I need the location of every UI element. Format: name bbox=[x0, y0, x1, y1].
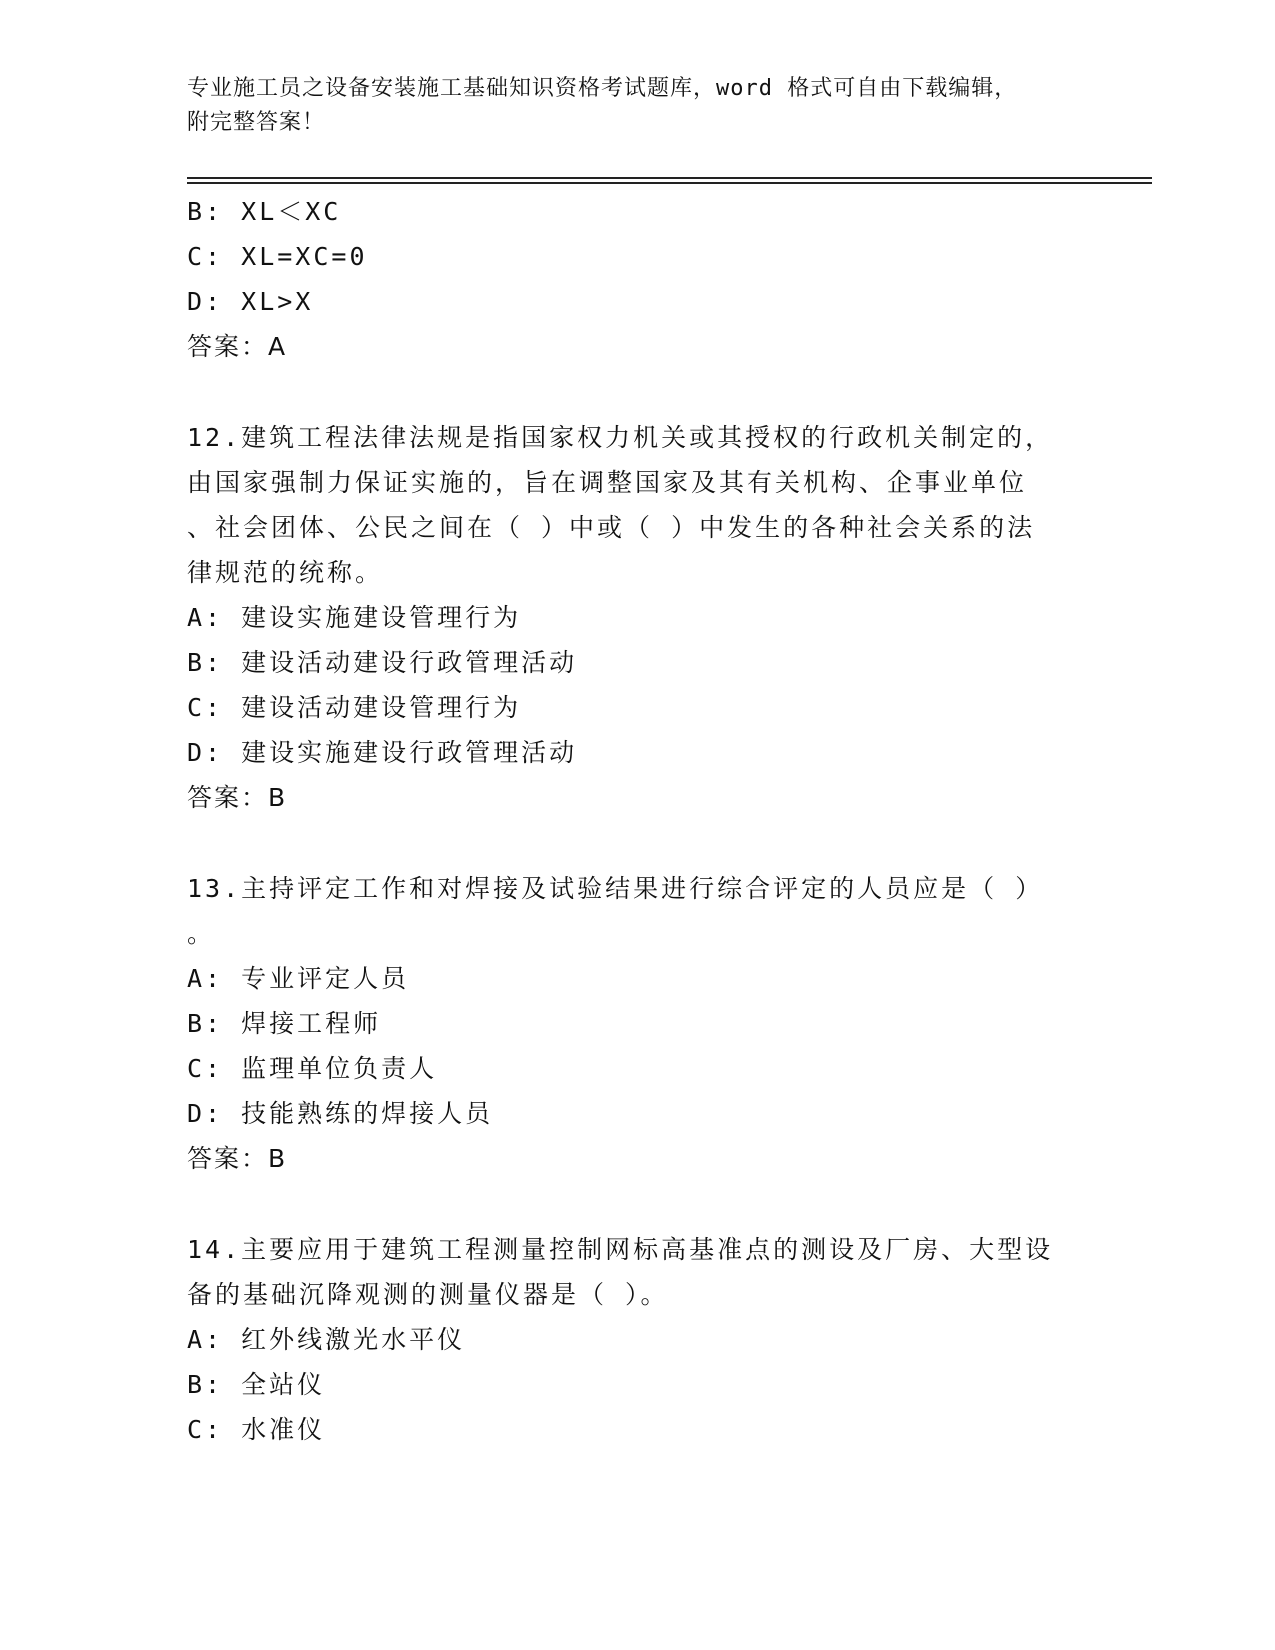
option-c: C: 监理单位负责人 bbox=[187, 1054, 438, 1083]
stem-line: 由国家强制力保证实施的，旨在调整国家及其有关机构、企事业单位 bbox=[187, 468, 1028, 497]
question-11 bbox=[187, 189, 1087, 369]
option-d: D: XL>X bbox=[187, 287, 314, 316]
option-b: B: 建设活动建设行政管理活动 bbox=[187, 648, 578, 677]
header-line-2: 附完整答案！ bbox=[187, 110, 326, 135]
stem-line: 12.建筑工程法律法规是指国家权力机关或其授权的行政机关制定的， bbox=[187, 423, 1054, 452]
option-c: C: XL=XC=0 bbox=[187, 242, 368, 271]
question-stem bbox=[187, 1227, 1087, 1317]
question-stem bbox=[187, 866, 1087, 956]
question-14 bbox=[187, 1227, 1087, 1452]
spacer bbox=[187, 820, 1087, 866]
option-a: A: 建设实施建设管理行为 bbox=[187, 603, 522, 632]
option-d: D: 技能熟练的焊接人员 bbox=[187, 1099, 494, 1128]
stem-line: 13.主持评定工作和对焊接及试验结果进行综合评定的人员应是（ ） bbox=[187, 874, 1044, 903]
stem-line: 14.主要应用于建筑工程测量控制网标高基准点的测设及厂房、大型设 bbox=[187, 1235, 1054, 1264]
option-b: B: 焊接工程师 bbox=[187, 1009, 382, 1038]
header-line-1: 专业施工员之设备安装施工基础知识资格考试题库，word 格式可自由下载编辑， bbox=[187, 76, 1018, 101]
stem-line: 备的基础沉降观测的测量仪器是（ ）。 bbox=[187, 1280, 669, 1309]
option-c: C: 建设活动建设管理行为 bbox=[187, 693, 522, 722]
option-b: B: 全站仪 bbox=[187, 1370, 326, 1399]
question-stem bbox=[187, 415, 1087, 595]
header-divider-bottom bbox=[187, 182, 1152, 184]
document-header bbox=[187, 72, 1067, 140]
option-a: A: 专业评定人员 bbox=[187, 964, 410, 993]
stem-line: 、社会团体、公民之间在（ ）中或（ ）中发生的各种社会关系的法 bbox=[187, 513, 1036, 542]
option-d: D: 建设实施建设行政管理活动 bbox=[187, 738, 578, 767]
question-12 bbox=[187, 415, 1087, 820]
option-a: A: 红外线激光水平仪 bbox=[187, 1325, 466, 1354]
answer: 答案：B bbox=[187, 783, 288, 812]
stem-line: 。 bbox=[187, 919, 216, 948]
answer: 答案：A bbox=[187, 332, 288, 361]
option-c: C: 水准仪 bbox=[187, 1415, 326, 1444]
spacer bbox=[187, 1181, 1087, 1227]
question-list bbox=[187, 189, 1087, 1452]
question-13 bbox=[187, 866, 1087, 1181]
stem-line: 律规范的统称。 bbox=[187, 558, 384, 587]
spacer bbox=[187, 369, 1087, 415]
header-divider-top bbox=[187, 177, 1152, 179]
answer: 答案：B bbox=[187, 1144, 288, 1173]
option-b: B: XL＜XC bbox=[187, 197, 342, 226]
